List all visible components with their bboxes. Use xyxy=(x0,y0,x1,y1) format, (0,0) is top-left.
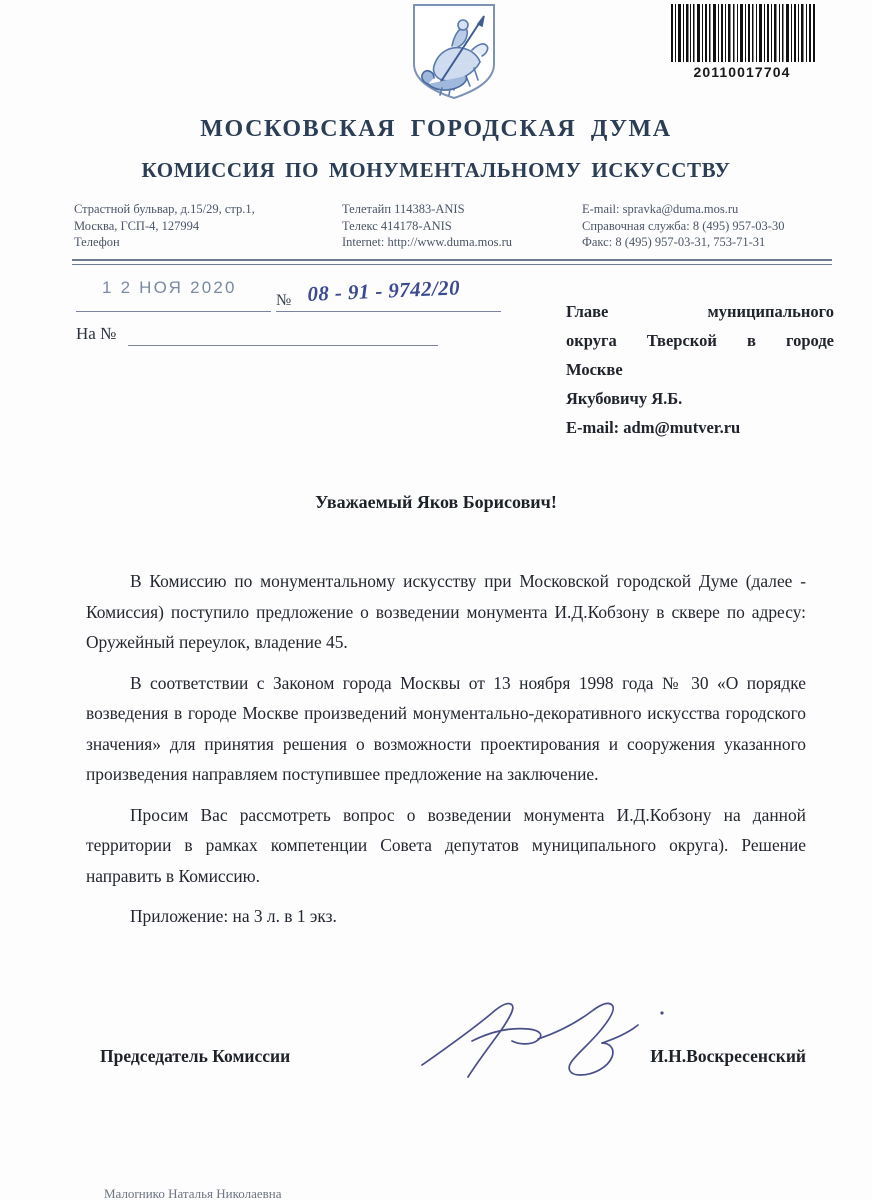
addressee-email: E-mail: adm@mutver.ru xyxy=(566,418,741,437)
signature-block xyxy=(86,1040,806,1080)
barcode-bars xyxy=(668,4,816,62)
contact-line: Телефон xyxy=(74,235,120,249)
contact-line: Телекс 414178-ANIS xyxy=(342,218,452,233)
letterhead-top-row xyxy=(0,0,872,100)
body-paragraph: В Комиссию по монументальному искусству при Московской городской Думе (далее - Комиссия) поступило предложение о возведении монумента И.Д.Кобзону в сквере по адресу: Оружейный переулок, владение 45. xyxy=(86,571,806,652)
contact-column-address xyxy=(74,201,255,251)
registration-number-label: № xyxy=(276,292,292,309)
contact-block xyxy=(74,201,830,253)
addressee-line: округа Тверской в городе xyxy=(566,331,834,350)
letterhead-divider-secondary xyxy=(72,264,832,265)
registration-number-value: 08 - 91 - 9742/20 xyxy=(306,275,461,307)
registration-block xyxy=(76,276,526,356)
handwritten-signature-icon xyxy=(416,985,716,1085)
addressee-line: Москве xyxy=(566,360,623,379)
organization-title: МОСКОВСКАЯ ГОРОДСКАЯ ДУМА xyxy=(200,116,672,142)
contact-line: Москва, ГСП-4, 127994 xyxy=(74,218,200,233)
reply-to-number-rule xyxy=(128,345,438,346)
contact-column-email xyxy=(582,201,784,251)
signatory-name: И.Н.Воскресенский xyxy=(650,1046,806,1066)
letterhead-divider xyxy=(72,259,832,261)
letter-body xyxy=(86,566,806,932)
attachment-note: Приложение: на 3 л. в 1 экз. xyxy=(130,906,337,926)
executor-footer: Малоrнико Наталья Николаевна xyxy=(104,1186,282,1201)
reply-to-number-label: На № xyxy=(76,324,117,343)
addressee-block xyxy=(566,297,834,442)
body-paragraph: В соответствии с Законом города Москвы от 13 ноября 1998 года № 30 «О порядке возведения в городе Москве произведений монументально-декоративного искусства городского значения» для принятия решения о возможности проектирования и сооружения указанного произведения направляем поступившее предложение на заключение. xyxy=(86,672,806,784)
body-paragraph: Просим Вас рассмотреть вопрос о возведении монумента И.Д.Кобзону на данной территории в рамках компетенции Совета депутатов муниципального округа). Решение направить в Комиссию. xyxy=(86,804,806,886)
moscow-coat-of-arms-icon xyxy=(408,2,500,100)
contact-line-fax: Факс: 8 (495) 957-03-31, 753-71-31 xyxy=(582,235,766,249)
contact-line-website: Internet: http://www.duma.mos.ru xyxy=(342,235,512,249)
date-stamp: 1 2 НОЯ 2020 xyxy=(102,278,237,297)
contact-line-email: E-mail: spravka@duma.mos.ru xyxy=(582,202,739,216)
barcode xyxy=(668,4,816,88)
barcode-number: 20110017704 xyxy=(693,64,791,80)
signatory-title: Председатель Комиссии xyxy=(100,1046,291,1066)
contact-line: Телетайп 114383-ANIS xyxy=(342,202,465,216)
date-field-rule xyxy=(76,311,271,312)
addressee-name: Якубовичу Я.Б. xyxy=(566,389,683,408)
greeting-line: Уважаемый Яков Борисович! xyxy=(315,492,557,512)
registration-number-rule xyxy=(276,311,501,312)
addressee-line: Главе муниципального xyxy=(566,302,834,321)
contact-line: Страстной бульвар, д.15/29, стр.1, xyxy=(74,202,255,216)
contact-column-teletype xyxy=(342,201,512,251)
contact-line-helpdesk: Справочная служба: 8 (495) 957-03-30 xyxy=(582,218,785,233)
organization-subtitle: КОМИССИЯ ПО МОНУМЕНТАЛЬНОМУ ИСКУССТВУ xyxy=(141,158,731,182)
